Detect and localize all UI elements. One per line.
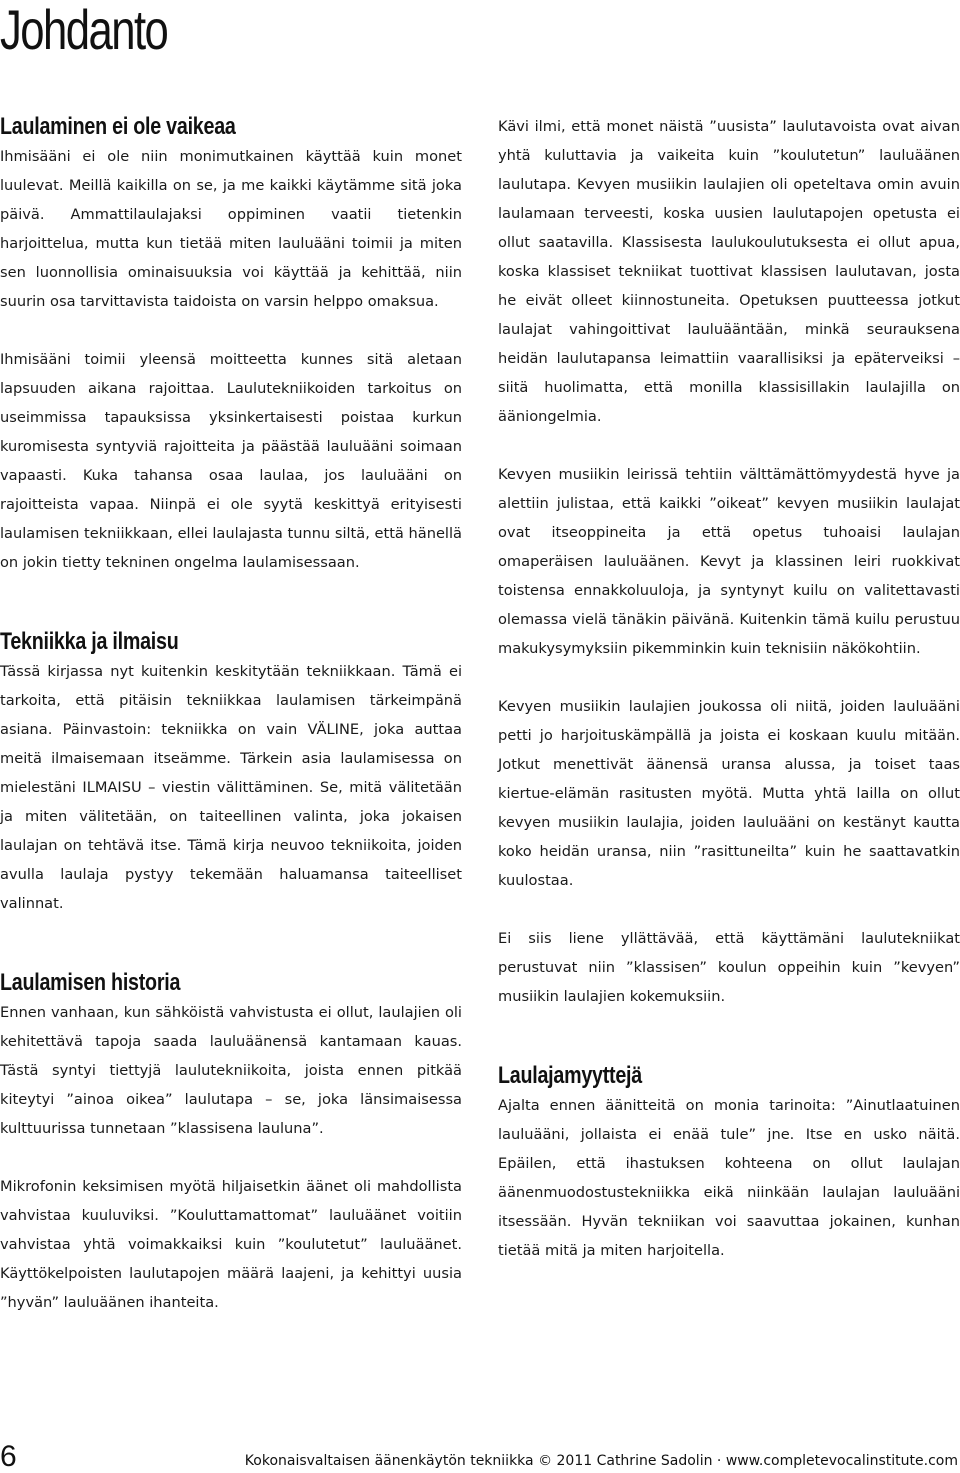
page-number: 6 bbox=[0, 1440, 17, 1473]
paragraph: Ennen vanhaan, kun sähköistä vahvistusta ei ollut, laulajien oli kehitettävä tapoja saada lauluäänensä kantamaan kauas. Tästä syntyi tiettyjä laulutekniikoita, joista ennen pitkää kiteytyi ”ainoa oikea” laulutapa – se, joka länsimaisessa kulttuurissa tunnetaan ”klassisena lauluna”. bbox=[0, 1004, 462, 1137]
paragraph: Ihmisääni ei ole niin monimutkainen käyttää kuin monet luulevat. Meillä kaikilla on se, ja me kaikki käytämme sitä joka päivä. Ammattilaulajaksi oppiminen vaatii tietenkin harjoittelua, mutta kun tietää miten lauluääni toimii ja miten sen luonnollisia ominaisuuksia voi käyttää ja kehittää, niin suurin osa tarvittavista taidoista on varsin helppo omaksua. bbox=[0, 148, 462, 310]
section-heading: Laulajamyyttejä bbox=[498, 1062, 642, 1089]
paragraph: Kävi ilmi, että monet näistä ”uusista” laulutavoista ovat aivan yhtä kuluttavia ja vaikeita kuin ”koulutetun” lauluäänen laulutapa. Kevyen musiikin laulajien oli opeteltava omin avuin laulamaan terveesti, koska uusien laulutapojen opetusta ei ollut saatavilla. Klassisesta laulukoulutuksesta ei ollut apua, koska klassiset tekniikat tuottivat klassisen laulutavan, josta he eivät olleet kiinnostuneita. Opetuksen puutteessa jotkut laulajat vahingoittivat lauluääntään, minkä seurauksena heidän laulutapansa leimattiin vaarallisiksi ja epäterveiksi – siitä huolimatta, että monilla klassisillakin laulajilla on ääniongelmia. bbox=[498, 118, 960, 425]
paragraph: Mikrofonin keksimisen myötä hiljaisetkin äänet oli mahdollista vahvistaa kuuluviksi. ”Kouluttamattomat” lauluäänet voitiin vahvistaa yhtä voimakkaiksi kuin ”koulutetut” lauluäänet. Käyttökelpoisten laulutapojen määrä laajeni, ja kehittyi uusia ”hyvän” lauluäänen ihanteita. bbox=[0, 1178, 462, 1311]
section-laulamisen-historia bbox=[0, 968, 462, 1317]
paragraph: Ei siis liene yllättävää, että käyttämäni laulutekniikat perustuvat niin ”klassisen” koulun oppeihin kuin ”kevyen” musiikin laulajien kokemuksiin. bbox=[498, 930, 960, 1005]
section-laulaminen-ei-ole-vaikeaa bbox=[0, 112, 462, 577]
right-column bbox=[498, 112, 960, 1265]
paragraph: Kevyen musiikin leirissä tehtiin välttämättömyydestä hyve ja alettiin julistaa, että kaikki ”oikeat” kevyen musiikin laulajat ovat itseoppineita ja että opetus tuhoaisi laulajan omaperäisen lauluäänen. Kevyt ja klassinen leiri ruokkivat toistensa ennakkoluuloja, ja syntynyt kuilu on valitettavasti olemassa vielä tänäkin päivänä. Kuitenkin tämä kuilu perustuu makukysymyksiin pikemminkin kuin teknisiin näkökohtiin. bbox=[498, 466, 960, 657]
paragraph: Ihmisääni toimii yleensä moitteetta kunnes sitä aletaan lapsuuden aikana rajoittaa. Laulutekniikoiden tarkoitus on useimmissa tapauksissa yksinkertaisesti poistaa kurkun kuromisesta syntyviä rajoitteita ja päästää lauluääni soimaan vapaasti. Kuka tahansa osaa laulaa, jos lauluääni on rajoitteista vapaa. Niinpä ei ole syytä keskittyä erityisesti laulamisen tekniikkaan, ellei laulajasta tunnu siltä, että hänellä on jokin tietty tekninen ongelma laulamisessaan. bbox=[0, 351, 462, 571]
page-title: Johdanto bbox=[0, 0, 168, 61]
section-heading: Laulaminen ei ole vaikeaa bbox=[0, 113, 236, 140]
section-laulajamyytteja bbox=[498, 1061, 960, 1265]
footer-credit: Kokonaisvaltaisen äänenkäytön tekniikka © 2011 Cathrine Sadolin · www.completevocalinstitute.com bbox=[244, 1453, 958, 1469]
paragraph: Kevyen musiikin laulajien joukossa oli niitä, joiden lauluääni petti jo harjoituskämpällä ja joista ei koskaan kuulu mitään. Jotkut menettivät äänensä uransa alussa, ja toiset taas kiertue-elämän rasitusten myötä. Mutta yhtä lailla on ollut kevyen musiikin laulajia, joiden lauluääni on kestänyt kautta koko heidän uransa, niin ”rasittuneilta” kuin he saattavatkin kuulostaa. bbox=[498, 698, 960, 889]
section-heading: Tekniikka ja ilmaisu bbox=[0, 628, 179, 655]
section-heading: Laulamisen historia bbox=[0, 969, 181, 996]
paragraph: Tässä kirjassa nyt kuitenkin keskitytään tekniikkaan. Tämä ei tarkoita, että pitäisin tekniikkaa laulamisen tärkeimpänä asiana. Päinvastoin: tekniikka on vain VÄLINE, joka auttaa meitä ilmaisemaan itseämme. Tärkein asia laulamisessa on mielestäni ILMAISU – viestin välittäminen. Se, mitä välitetään ja miten välitetään, on taiteellinen valinta, joka jokaisen laulajan on tehtävä itse. Tämä kirja neuvoo tekniikoita, joiden avulla laulaja pystyy tekemään haluamansa taiteelliset valinnat. bbox=[0, 663, 462, 912]
left-column bbox=[0, 112, 462, 1317]
paragraph: Ajalta ennen äänitteitä on monia tarinoita: ”Ainutlaatuinen lauluääni, jollaista ei enää tule” jne. Itse en usko näitä. Epäilen, että ihastuksen kohteena on ollut laulajan äänenmuodostustekniikka eikä niinkään laulajan lauluääni itsessään. Hyvän tekniikan voi saavuttaa jokainen, kunhan tietää mitä ja miten harjoitella. bbox=[498, 1097, 960, 1259]
section-tekniikka-ja-ilmaisu bbox=[0, 627, 462, 918]
